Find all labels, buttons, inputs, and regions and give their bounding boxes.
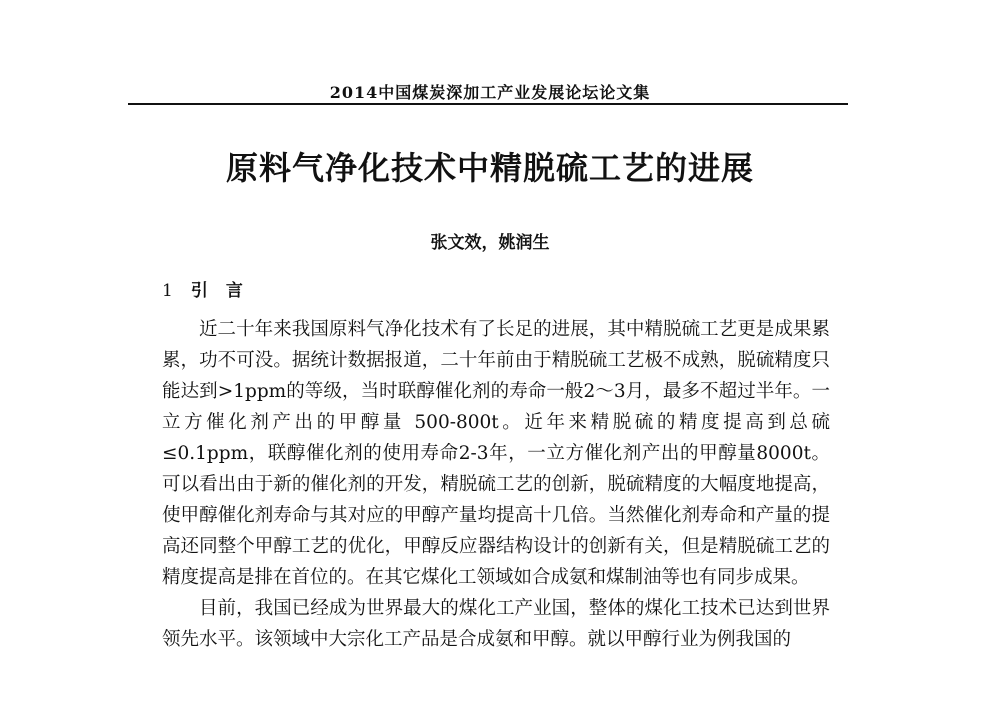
paper-title: 原料气净化技术中精脱硫工艺的进展	[225, 149, 754, 187]
body-text	[162, 314, 830, 655]
section-number: 1	[162, 281, 173, 301]
paragraph: 近二十年来我国原料气净化技术有了长足的进展，其中精脱硫工艺更是成果累累，功不可没。据统计数据报道，二十年前由于精脱硫工艺极不成熟，脱硫精度只能达到>1ppm的等级，当时联醇催化剂的寿命一般2～3月，最多不超过半年。一立方催化剂产出的甲醇量 500-800t。近年来精脱硫的精度提高到总硫≤0.1ppm，联醇催化剂的使用寿命2-3年，一立方催化剂产出的甲醇量8000t。可以看出由于新的催化剂的开发，精脱硫工艺的创新，脱硫精度的大幅度地提高，使甲醇催化剂寿命与其对应的甲醇产量均提高十几倍。当然催化剂寿命和产量的提高还同整个甲醇工艺的优化，甲醇反应器结构设计的创新有关，但是精脱硫工艺的精度提高是排在首位的。在其它煤化工领域如合成氨和煤制油等也有同步成果。	[162, 319, 830, 588]
section-heading	[162, 276, 261, 301]
paper-authors: 张文效，姚润生	[430, 233, 550, 253]
running-header: 2014中国煤炭深加工产业发展论坛论文集	[329, 83, 651, 102]
section-title: 引言	[190, 281, 261, 301]
header-rule	[128, 103, 848, 105]
paragraph: 目前，我国已经成为世界最大的煤化工产业国，整体的煤化工技术已达到世界领先水平。该领域中大宗化工产品是合成氨和甲醇。就以甲醇行业为例我国的	[162, 598, 830, 650]
